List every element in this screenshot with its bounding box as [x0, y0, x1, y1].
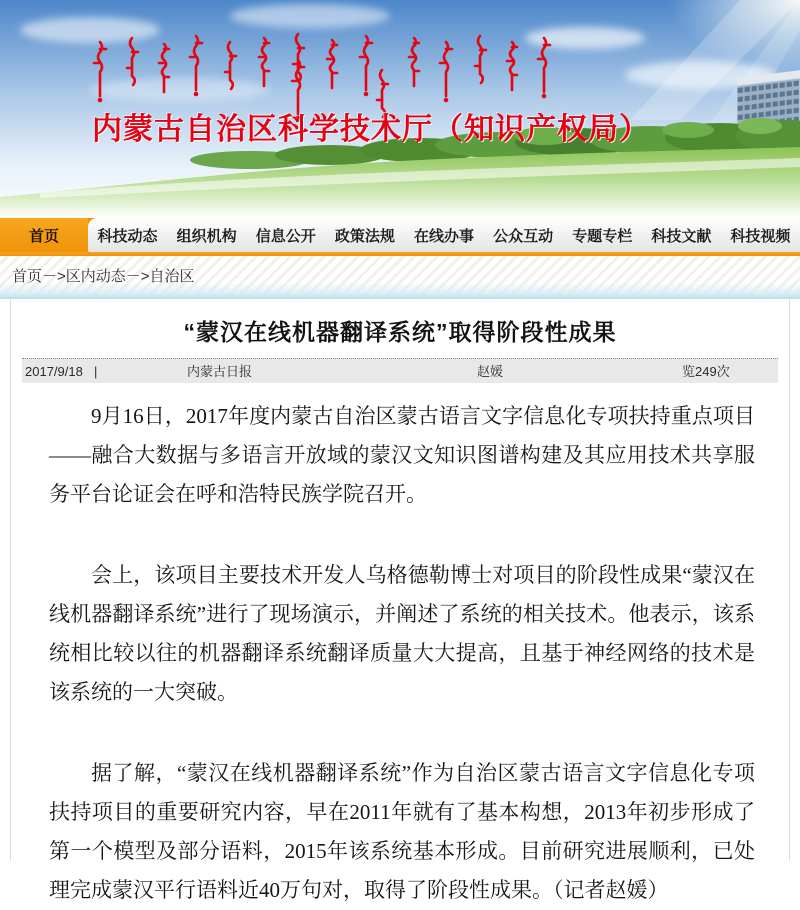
- nav-tab-keji-shipin[interactable]: 科技视频: [730, 227, 791, 245]
- breadcrumb[interactable]: 首页－>区内动态－>自治区: [12, 268, 195, 285]
- nav-tab-zaixian-banshi[interactable]: 在线办事: [413, 227, 474, 245]
- article-paragraph: 据了解，“蒙汉在线机器翻译系统”作为自治区蒙古语言文字信息化专项扶持项目的重要研究内容，早在2011年就有了基本构想，2013年初步形成了第一个模型及部分语料，2015年该系统基本形成。目前研究进展顺利，已处理完成蒙汉平行语料近40万句对，取得了阶段性成果。（记者赵媛）: [49, 761, 755, 902]
- nav-tab-zhengce-fagui[interactable]: 政策法规: [334, 227, 395, 245]
- nav-tab-zhuanti-zhuanlan[interactable]: 专题专栏: [572, 227, 633, 245]
- article-meta-bar: [22, 358, 778, 383]
- nav-tab-keji-dongtai[interactable]: 科技动态: [97, 227, 158, 245]
- main-navigation: [0, 218, 800, 252]
- article-author: 赵媛: [477, 364, 504, 379]
- article-view-count: 览249次: [682, 364, 730, 379]
- breadcrumb-band: [0, 256, 800, 299]
- article-paragraph: 会上，该项目主要技术开发人乌格德勒博士对项目的阶段性成果“蒙汉在线机器翻译系统”进行了现场演示，并阐述了系统的相关技术。他表示，该系统相比较以往的机器翻译系统翻译质量大大提高，且基于神经网络的技术是该系统的一大突破。: [49, 563, 755, 704]
- nav-tab-xinxi-gongkai[interactable]: 信息公开: [255, 227, 316, 245]
- article-source: 内蒙古日报: [187, 364, 253, 379]
- nav-tab-keji-wenxian[interactable]: 科技文献: [651, 227, 712, 245]
- nav-tab-gongzhong-hudong[interactable]: 公众互动: [493, 227, 554, 245]
- nav-tab-zuzhi-jigou[interactable]: 组织机构: [176, 227, 237, 245]
- article-date: 2017/9/18: [25, 364, 83, 379]
- article-title: “蒙汉在线机器翻译系统”取得阶段性成果: [183, 319, 617, 345]
- nav-tab-home[interactable]: 首页: [0, 218, 88, 252]
- header-banner: [0, 0, 800, 218]
- article-paragraph: 9月16日，2017年度内蒙古自治区蒙古语言文字信息化专项扶持重点项目——融合大数据与多语言开放域的蒙汉文知识图谱构建及其应用技术共享服务平台论证会在呼和浩特民族学院召开。: [49, 404, 755, 506]
- meta-separator: |: [94, 364, 98, 379]
- article-container: [10, 299, 790, 902]
- site-title: 内蒙古自治区科学技术厅（知识产权局）: [92, 113, 650, 146]
- nav-tabs-container: [88, 218, 800, 252]
- article-body: [11, 383, 789, 910]
